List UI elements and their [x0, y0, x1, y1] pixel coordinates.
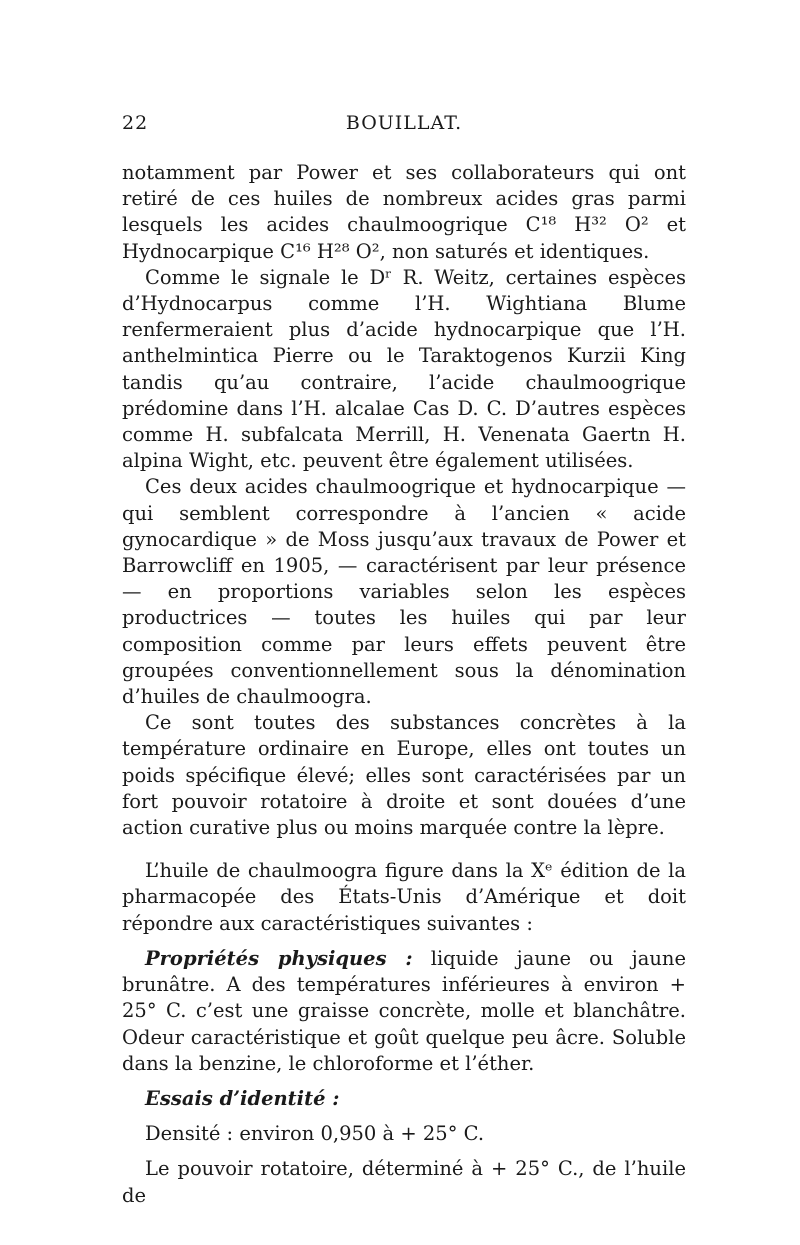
- page-header: [122, 112, 686, 142]
- paragraph-8: Densité : environ 0,950 à + 25° C.: [145, 1122, 485, 1146]
- page-number: 22: [122, 112, 149, 134]
- paragraph-5: L’huile de chaulmoogra figure dans la Xᵉ édition de la pharmacopée des États-Unis d’Amérique et doit répondre aux caractéristiques suivantes :: [122, 859, 686, 935]
- paragraph-9: Le pouvoir rotatoire, déterminé à + 25° C., de l’huile de: [122, 1157, 686, 1207]
- paragraph-2: Comme le signale le Dʳ R. Weitz, certaines espèces d’Hydnocarpus comme l’H. Wightiana Blume renfermeraient plus d’acide hydnocarpique que l’H. anthelmintica Pierre ou le Taraktogenos Kurzii King tandis qu’au contraire, l’acide chaulmoogrique prédomine dans l’H. alcalae Cas D. C. D’autres espèces comme H. subfalcata Merrill, H. Venenata Gaertn H. alpina Wight, etc. peuvent être également utilisées.: [122, 265, 686, 473]
- identity-tests-label: Essais d’identité :: [145, 1086, 340, 1110]
- paragraph-7: [122, 1086, 686, 1112]
- paragraph-1: notamment par Power et ses collaborateurs qui ont retiré de ces huiles de nombreux acides gras parmi lesquels les acides chaulmoogrique C¹⁸ H³² O² et Hydnocarpique C¹⁶ H²⁸ O², non saturés et identiques.: [122, 161, 686, 263]
- document-page: [122, 112, 686, 1209]
- running-title: BOUILLAT.: [345, 112, 463, 134]
- paragraph-6: [122, 946, 686, 1077]
- physical-properties-text: liquide jaune ou jaune brunâtre. A des températures inférieures à environ + 25° C. c’est une graisse concrète, molle et blanchâtre. Odeur caractéristique et goût quelque peu âcre. Soluble dans la benzine, le chloroforme et l’éther.: [122, 946, 686, 1075]
- paragraph-4: Ce sont toutes des substances concrètes à la température ordinaire en Europe, elles ont toutes un poids spécifique élevé; elles sont caractérisées par un fort pouvoir rotatoire à droite et sont douées d’une action curative plus ou moins marquée contre la lèpre.: [122, 711, 686, 840]
- body-text: [122, 160, 686, 1209]
- paragraph-3: Ces deux acides chaulmoogrique et hydnocarpique — qui semblent correspondre à l’ancien « acide gynocardique » de Moss jusqu’aux travaux de Power et Barrowcliff en 1905, — caractérisent par leur présence — en proportions variables selon les espèces productrices — toutes les huiles qui par leur composition comme par leurs effets peuvent être groupées conventionnellement sous la dénomination d’huiles de chaulmoogra.: [122, 475, 686, 709]
- physical-properties-label: Propriétés physiques :: [145, 946, 413, 970]
